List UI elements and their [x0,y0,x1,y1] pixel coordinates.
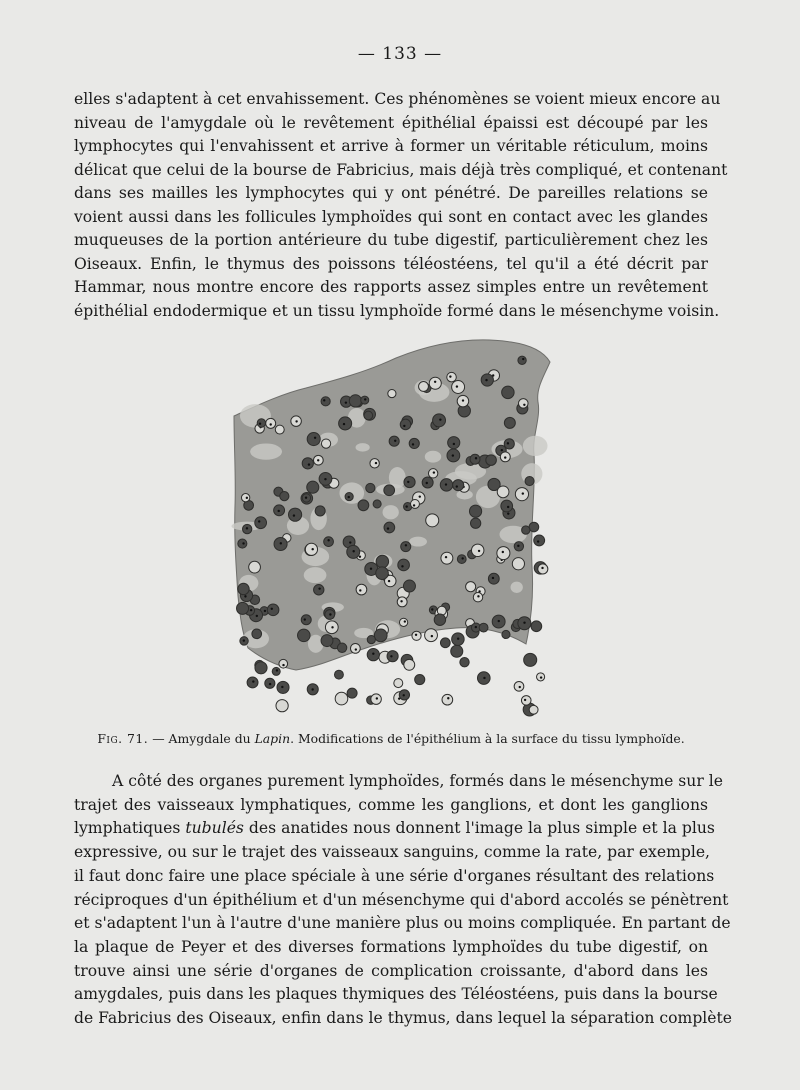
paragraph-1-line: elles s'adaptent à cet envahissement. Ces phénomènes se voient mieux encore au [74,90,721,108]
nucleus [415,634,417,636]
lymphocyte [388,389,396,397]
lymphocyte [453,480,464,491]
nucleus [345,401,347,403]
lymphocyte [376,555,388,567]
lymphocyte [415,674,425,684]
nucleus [517,545,519,547]
nucleus [523,404,525,406]
nucleus [439,418,441,420]
nucleus [355,648,357,650]
nucleus [308,463,310,465]
nucleus [403,425,405,427]
lymphocyte [249,561,261,573]
nucleus [364,398,366,400]
lymphocyte [398,559,410,571]
paragraph-1-line: voient aussi dans les follicules lymphoïdes qui sont en contact avec les glandes [74,207,708,226]
nucleus [445,556,447,558]
nucleus [242,542,244,544]
caption-text-1: — Amygdale du [148,731,255,746]
lymphocyte [255,517,267,529]
nucleus [452,454,454,456]
lymphocyte [440,638,450,648]
nucleus [447,697,449,699]
lymphocyte [337,643,346,652]
nucleus [475,626,477,628]
lymphocyte [486,455,497,466]
lymphocyte [470,518,480,528]
nucleus [507,512,509,514]
lymphocyte [429,377,441,389]
lymphocyte [448,437,460,449]
caption-species: Lapin [254,731,291,746]
paragraph-1-line: lymphocytes qui l'envahissent et arrive à former un véritable réticulum, moins [74,137,708,155]
nucleus [314,437,316,439]
paragraph-1-line: muqueuses de la portion antérieure du tube digestif, particulièrement chez les [74,231,708,249]
nucleus [327,539,329,541]
nucleus [445,483,447,485]
lymphocyte [447,372,457,382]
lymphocyte [403,580,415,592]
nucleus [370,568,372,570]
lymphocyte [504,439,514,449]
lymphocyte [252,629,262,639]
lymphocyte [502,630,510,638]
nucleus [431,635,433,637]
paragraph-2-line: de Fabricius des Oiseaux, enfin dans le thymus, dans lequel la séparation complète [74,1009,733,1028]
nucleus [388,580,390,582]
paragraph-1-line: niveau de l'amygdale où le revêtement épithélial épaissi est découpé par les [74,113,708,132]
nucleus [269,683,271,685]
nucleus [401,565,403,567]
nucleus [252,680,254,682]
nucleus [400,600,402,602]
nucleus [478,550,480,552]
nucleus [376,697,378,699]
lymphocyte [350,644,360,654]
nucleus [348,496,350,498]
paragraph-2-line: trouve ainsi une série d'organes de complication croissante, d'abord dans les [74,961,708,980]
nucleus [375,462,377,464]
lacuna [383,505,399,519]
paragraph-1-line: délicat que celui de la bourse de Fabricius, mais déjà très compliqué, et contenant [74,160,728,179]
nucleus [540,676,542,678]
nucleus [403,694,405,696]
lymphocyte [238,539,247,548]
lymphocyte [335,692,348,705]
lymphocyte [518,356,526,364]
paragraph-1-line: épithélial endodermique et un tissu lymphoïde formé dans le mésenchyme voisin. [74,301,720,320]
lymphocyte [425,629,438,642]
lymphocyte [238,583,249,594]
paragraph-2-line: expressive, ou sur le trajet des vaisseaux sanguins, comme la rate, par exemple, [74,843,711,862]
nucleus [387,527,389,529]
nucleus [343,423,345,425]
lymphocyte [519,399,529,409]
nucleus [278,510,280,512]
lymphocyte [237,602,249,614]
nucleus [412,443,414,445]
lymphocyte [298,629,311,642]
nucleus [537,540,539,542]
nucleus [293,514,295,516]
line-fragment: des anatides nous donnent l'image la plus simple et la plus [243,819,715,838]
lacuna [425,451,441,463]
lymphocyte [521,696,531,706]
lymphocyte [409,438,419,448]
nucleus [475,457,477,459]
paragraph-1-line: Oiseaux. Enfin, le thymus des poissons téléostéens, tel qu'il a été décrit par [74,254,708,273]
lacuna [511,582,523,593]
italic-term: tubulés [185,819,244,838]
nucleus [405,544,407,546]
paragraph-2-line [74,817,715,841]
lymphocyte [241,494,249,502]
nucleus [349,541,351,543]
lymphocyte [426,514,439,527]
lymphocyte [479,623,488,632]
nucleus [250,609,252,611]
lymphocyte [384,522,395,533]
figure-label: Fig. 71. [97,731,149,746]
lymphocyte [497,486,509,498]
lymphocyte [374,629,387,642]
nucleus [524,699,526,701]
lymphocyte [525,476,534,485]
nucleus [390,655,392,657]
lymphocyte [376,567,389,580]
nucleus [404,620,406,622]
nucleus [295,420,297,422]
lymphocyte [470,454,480,464]
nucleus [323,399,325,401]
nucleus [413,504,415,506]
lymphocyte [314,585,324,595]
lymphocyte [497,547,510,560]
paragraph-2-line: réciproques d'un épithélium et d'un mésenchyme qui d'abord accolés se pénètrent [74,890,729,909]
nucleus [359,555,361,557]
nucleus [485,379,487,381]
lymphocyte [324,537,334,547]
lymphocyte [276,700,288,712]
lymphocyte [387,651,398,662]
lymphocyte [442,694,453,705]
nucleus [504,456,506,458]
lymphocyte [451,645,463,657]
lymphocyte [315,506,325,516]
paragraph-1-line: dans ses mailles les lymphocytes qui y ont pénétré. De pareilles relations se [74,184,708,202]
nucleus [405,505,407,507]
paragraph-1-line: Hammar, nous montre encore des rapports assez simples entre un revêtement [74,278,708,296]
nucleus [523,622,525,624]
tonsil-section-illustration [226,336,556,721]
nucleus [264,610,266,612]
lymphocyte [452,381,465,394]
nucleus [431,608,433,610]
lymphocyte [370,459,379,468]
lymphocyte [255,662,267,674]
nucleus [271,608,273,610]
lacuna [308,635,324,653]
nucleus [270,423,272,425]
lymphocyte [302,458,313,469]
lymphocyte [529,705,538,714]
nucleus [246,527,248,529]
nucleus [276,669,278,671]
nucleus [453,443,455,445]
nucleus [372,652,374,654]
paragraph-2 [74,770,733,1031]
paragraph-2-line: il faut donc faire une place spéciale à une série d'organes résultant des relations [74,866,715,885]
nucleus [492,577,494,579]
nucleus [434,381,436,383]
lymphocyte [400,419,411,430]
lymphocyte [419,382,429,392]
lacuna [356,443,370,451]
lymphocyte [358,500,369,511]
histology-figure [226,336,556,721]
nucleus [359,589,361,591]
lymphocyte [280,492,289,501]
lymphocyte [534,535,545,546]
lymphocyte [321,439,330,448]
lymphocyte [529,522,539,532]
nucleus [522,492,524,494]
nucleus [331,626,333,628]
lymphocyte [512,558,524,570]
nucleus [419,495,421,497]
lymphocyte [404,659,415,670]
lymphocyte [366,483,375,492]
nucleus [318,587,320,589]
lymphocyte [272,667,280,675]
nucleus [449,375,451,377]
paragraph-2-line: amygdales, puis dans les plaques thymiques des Téléostéens, puis dans la bourse [74,985,718,1004]
lymphocyte [460,657,469,666]
nucleus [281,686,283,688]
nucleus [304,618,306,620]
lymphocyte [411,500,420,509]
lymphocyte [441,552,453,564]
lymphocyte [301,615,311,625]
nucleus [317,459,319,461]
nucleus [477,595,479,597]
nucleus [426,482,428,484]
caption-text-2: . Modifications de l'épithélium à la surface du tissu lymphoïde. [290,731,685,746]
lymphocyte [522,526,530,534]
nucleus [461,557,463,559]
nucleus [522,358,524,360]
paragraph-2-line: et s'adaptent l'un à l'autre d'une manière plus ou moins compliquée. En partant de [74,914,731,933]
lymphocyte [321,635,333,647]
nucleus [243,639,245,641]
lymphocyte [524,653,537,666]
nucleus [501,449,503,451]
lymphocyte [356,584,367,595]
nucleus [507,506,509,508]
nucleus [394,440,396,442]
lymphocyte [267,604,279,616]
nucleus [311,688,313,690]
lymphocyte [502,386,514,398]
lymphocyte [257,419,265,427]
lymphocyte [349,395,361,407]
nucleus [329,613,331,615]
lymphocyte [334,670,343,679]
lymphocyte [466,582,476,592]
nucleus [282,664,284,666]
nucleus [433,471,435,473]
nucleus [259,422,261,424]
nucleus [324,478,326,480]
lymphocyte [288,508,301,521]
lymphocyte [531,621,542,632]
lymphocyte [279,659,288,668]
nucleus [258,520,260,522]
nucleus [502,551,504,553]
nucleus [280,542,282,544]
lymphocyte [404,476,415,487]
nucleus [456,385,458,387]
nucleus [246,497,248,499]
paragraph-2-line: la plaque de Peyer et des diverses formations lymphoïdes du tube digestif, on [74,937,708,956]
lymphocyte [321,397,330,406]
nucleus [311,548,313,550]
lacuna [523,436,548,456]
nucleus [462,399,464,401]
paragraph-1 [74,88,728,323]
lymphocyte [367,635,375,643]
lymphocyte [399,618,407,626]
lymphocyte [401,542,411,552]
lymphocyte [384,485,395,496]
nucleus [256,615,258,617]
lacuna [304,567,327,583]
lymphocyte [434,614,445,625]
line-fragment: lymphatiques [74,819,186,838]
figure-caption [74,731,708,746]
nucleus [456,485,458,487]
page-number: — 133 — [357,44,443,64]
nucleus [541,567,543,569]
lymphocyte [469,505,481,517]
lymphocyte [275,425,284,434]
nucleus [244,595,246,597]
lymphocyte [347,688,357,698]
nucleus [352,550,354,552]
nucleus [457,638,459,640]
paragraph-2-line: A côté des organes purement lymphoïdes, formés dans le mésenchyme sur le [112,772,723,790]
lymphocyte [364,411,373,420]
lymphocyte [339,417,352,430]
nucleus [305,496,307,498]
nucleus [483,677,485,679]
lymphocyte [305,543,317,555]
lymphocyte [471,544,483,556]
lymphocyte [433,414,446,427]
nucleus [519,686,521,688]
lacuna [250,443,282,459]
lymphocyte [373,500,381,508]
paragraph-2-line: trajet des vaisseaux lymphatiques, comme les ganglions, et dont les ganglions [74,795,708,814]
nucleus [507,442,509,444]
lymphocyte [501,500,513,512]
lacuna [409,537,427,547]
lymphocyte [307,481,319,493]
lymphocyte [307,433,320,446]
lymphocyte [394,679,403,688]
nucleus [407,481,409,483]
nucleus [498,620,500,622]
lymphocyte [504,417,515,428]
